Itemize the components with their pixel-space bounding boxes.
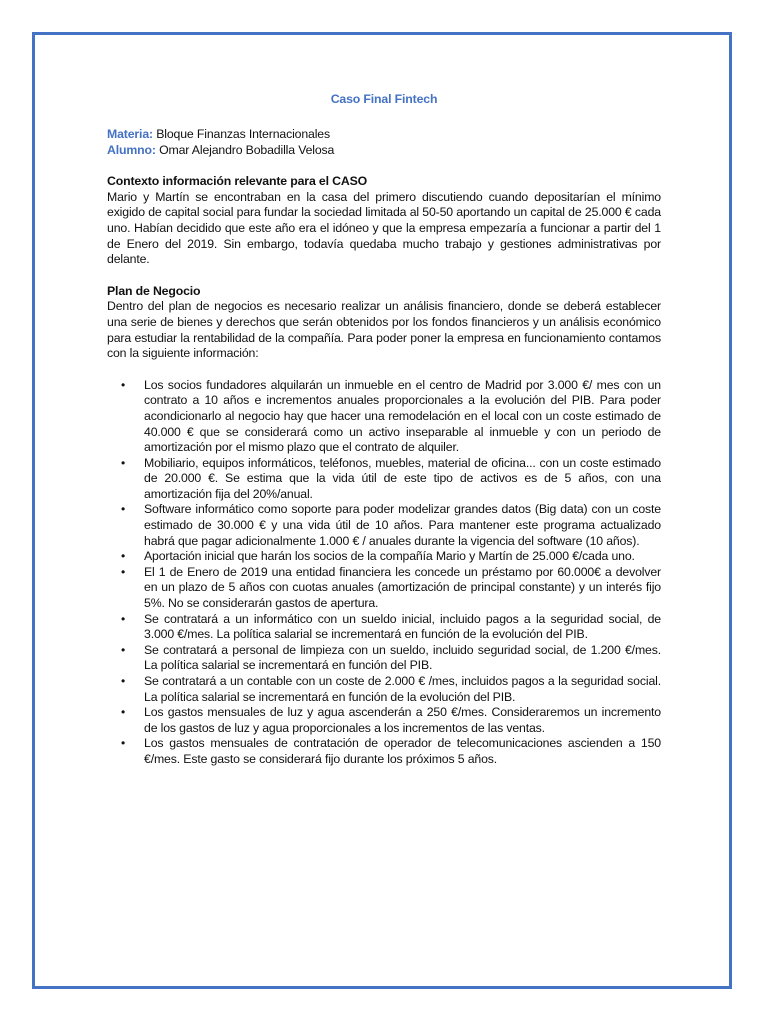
- list-item: [121, 549, 661, 565]
- document-body: [107, 92, 661, 768]
- meta-subject-label: Materia:: [107, 127, 153, 141]
- metadata-block: [107, 127, 661, 158]
- list-item: [121, 642, 661, 674]
- list-item-text: Se contratará a un contable con un coste de 2.000 € /mes, incluidos pagos a la seguridad social. La política salarial se incrementará en función de la evolución del PIB.: [144, 674, 661, 704]
- bullet-list: [107, 378, 661, 768]
- section-heading-context: Contexto información relevante para el CASO: [107, 174, 368, 189]
- bullet-icon: •: [121, 502, 126, 517]
- list-item: [121, 705, 661, 736]
- bullet-icon: •: [121, 455, 126, 470]
- bullet-icon: •: [121, 705, 126, 720]
- list-item: [121, 502, 661, 549]
- list-item-text: Los gastos mensuales de contratación de operador de telecomunicaciones ascienden a 150 €/mes. Este gasto se considerará fijo durante los próximos 5 años.: [144, 736, 661, 766]
- list-item-text: El 1 de Enero de 2019 una entidad financiera les concede un préstamo por 60.000€ a devolver en un plazo de 5 años con cuotas anuales (amortización de principal constante) y un interés fijo 5%. No se considerarán gastos de apertura.: [144, 564, 661, 611]
- meta-subject-value: Bloque Finanzas Internacionales: [152, 127, 330, 141]
- list-item-text: Los socios fundadores alquilarán un inmueble en el centro de Madrid por 3.000 €/ mes con un contrato a 10 años e incrementos anuales proporcionales a la evolución del PIB. Para poder acondicionarlo al negocio hay que hacer una remodelación en el local con un coste estimado de 40.000 € que se considerará como un activo inseparable al inmueble y con un periodo de amortización por el mismo plazo que el contrato de alquiler.: [144, 377, 661, 455]
- meta-student: [107, 143, 661, 159]
- bullet-icon: •: [121, 611, 126, 626]
- list-item-text: Aportación inicial que harán los socios de la compañía Mario y Martín de 25.000 €/cada uno.: [144, 549, 635, 564]
- section-heading-business-plan: Plan de Negocio: [107, 283, 201, 298]
- meta-student-label: Alumno:: [107, 142, 156, 157]
- list-item: [121, 736, 661, 767]
- bullet-icon: •: [121, 674, 126, 688]
- list-item-text: Mobiliario, equipos informáticos, teléfonos, muebles, material de oficina... con un coste estimado de 20.000 €. Se estima que la vida útil de este tipo de activos es de 5 años, con una amortización fija del 20%/anual.: [144, 455, 661, 501]
- bullet-icon: •: [121, 736, 126, 751]
- list-item: [121, 455, 661, 503]
- bullet-icon: •: [121, 642, 126, 657]
- list-item-text: Los gastos mensuales de luz y agua ascenderán a 250 €/mes. Consideraremos un incremento de los gastos de luz y agua proporcionales a los incrementos de las ventas.: [144, 705, 661, 735]
- bullet-icon: •: [121, 377, 126, 392]
- list-item: [121, 377, 661, 456]
- list-item-text: Se contratará a un informático con un sueldo inicial, incluido pagos a la seguridad social, de 3.000 €/mes. La política salarial se incrementará en función de la evolución del PIB.: [144, 611, 661, 642]
- meta-student-value: Omar Alejandro Bobadilla Velosa: [155, 142, 335, 157]
- meta-subject: [107, 127, 661, 143]
- list-item: [121, 674, 661, 705]
- bullet-icon: •: [121, 564, 126, 579]
- bullet-icon: •: [121, 549, 126, 564]
- context-paragraph: Mario y Martín se encontraban en la casa del primero discutiendo cuando depositarían el mínimo exigido de capital social para fundar la sociedad limitada al 50-50 aportando un capital de 25.000 € cada uno. Habían decidido que este año era el idóneo y que la empresa empezaría a funcionar a partir del 1 de Enero del 2019. Sin embargo, todavía quedaba mucho trabajo y gestiones administrativas por delante.: [107, 189, 661, 267]
- document-title: Caso Final Fintech: [330, 92, 438, 106]
- business-plan-paragraph: Dentro del plan de negocios es necesario realizar un análisis financiero, donde se deberá establecer una serie de bienes y derechos que serán obtenidos por los fondos financieros y un análisis económico para estudiar la rentabilidad de la compañía. Para poder poner la empresa en funcionamiento contamos con la siguiente información:: [107, 299, 661, 361]
- list-item: [121, 611, 661, 643]
- list-item-text: Software informático como soporte para poder modelizar grandes datos (Big data) con un coste estimado de 30.000 € y una vida útil de 10 años. Para mantener este programa actualizado habrá que pagar adicionalmente 1.000 € / anuales durante la vigencia del software (10 años).: [144, 502, 661, 548]
- list-item-text: Se contratará a personal de limpieza con un sueldo, incluido seguridad social, de 1.200 €/mes. La política salarial se incrementará en función del PIB.: [144, 642, 661, 673]
- list-item: [121, 564, 661, 612]
